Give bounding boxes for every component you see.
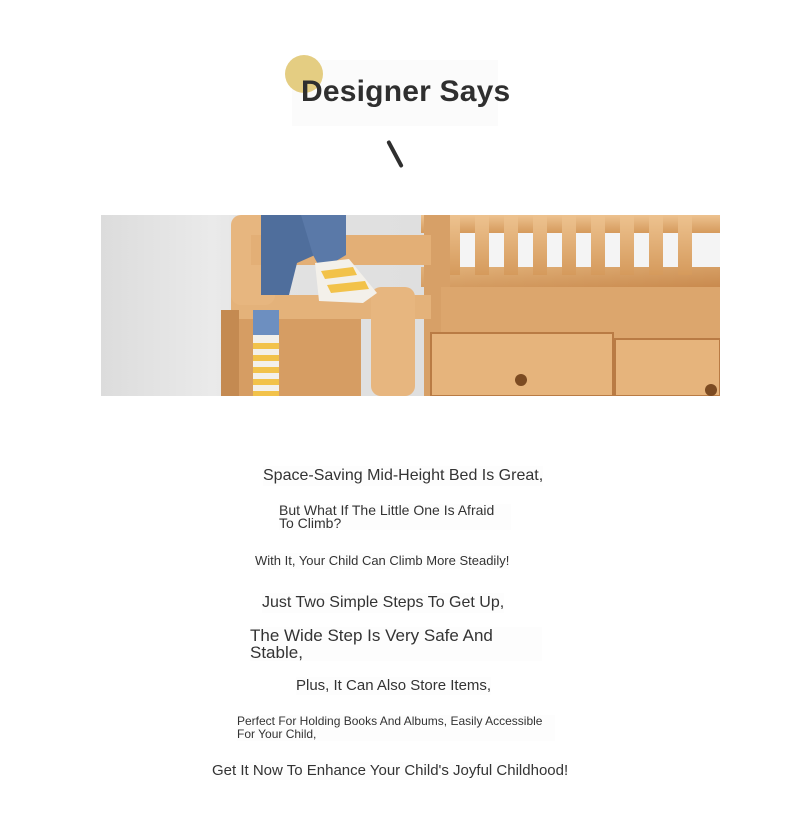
copy-line-8: Get It Now To Enhance Your Child's Joyful Childhood! <box>212 762 569 779</box>
copy-line-3: With It, Your Child Can Climb More Steadily! <box>255 553 510 568</box>
copy-line-1: Space-Saving Mid-Height Bed Is Great, <box>263 467 544 484</box>
copy-line-5: The Wide Step Is Very Safe And Stable, <box>250 627 542 661</box>
copy-line-4: Just Two Simple Steps To Get Up, <box>262 594 505 611</box>
product-photo <box>101 215 720 396</box>
section-title: Designer Says <box>301 75 511 108</box>
bunk-bed-with-steps-photo <box>101 215 720 396</box>
slash-divider <box>386 140 404 168</box>
copy-line-7: Perfect For Holding Books And Albums, Easily Accessible For Your Child, <box>237 715 555 741</box>
copy-line-2: But What If The Little One Is Afraid To Climb? <box>279 504 511 530</box>
copy-line-6: Plus, It Can Also Store Items, <box>296 677 492 694</box>
